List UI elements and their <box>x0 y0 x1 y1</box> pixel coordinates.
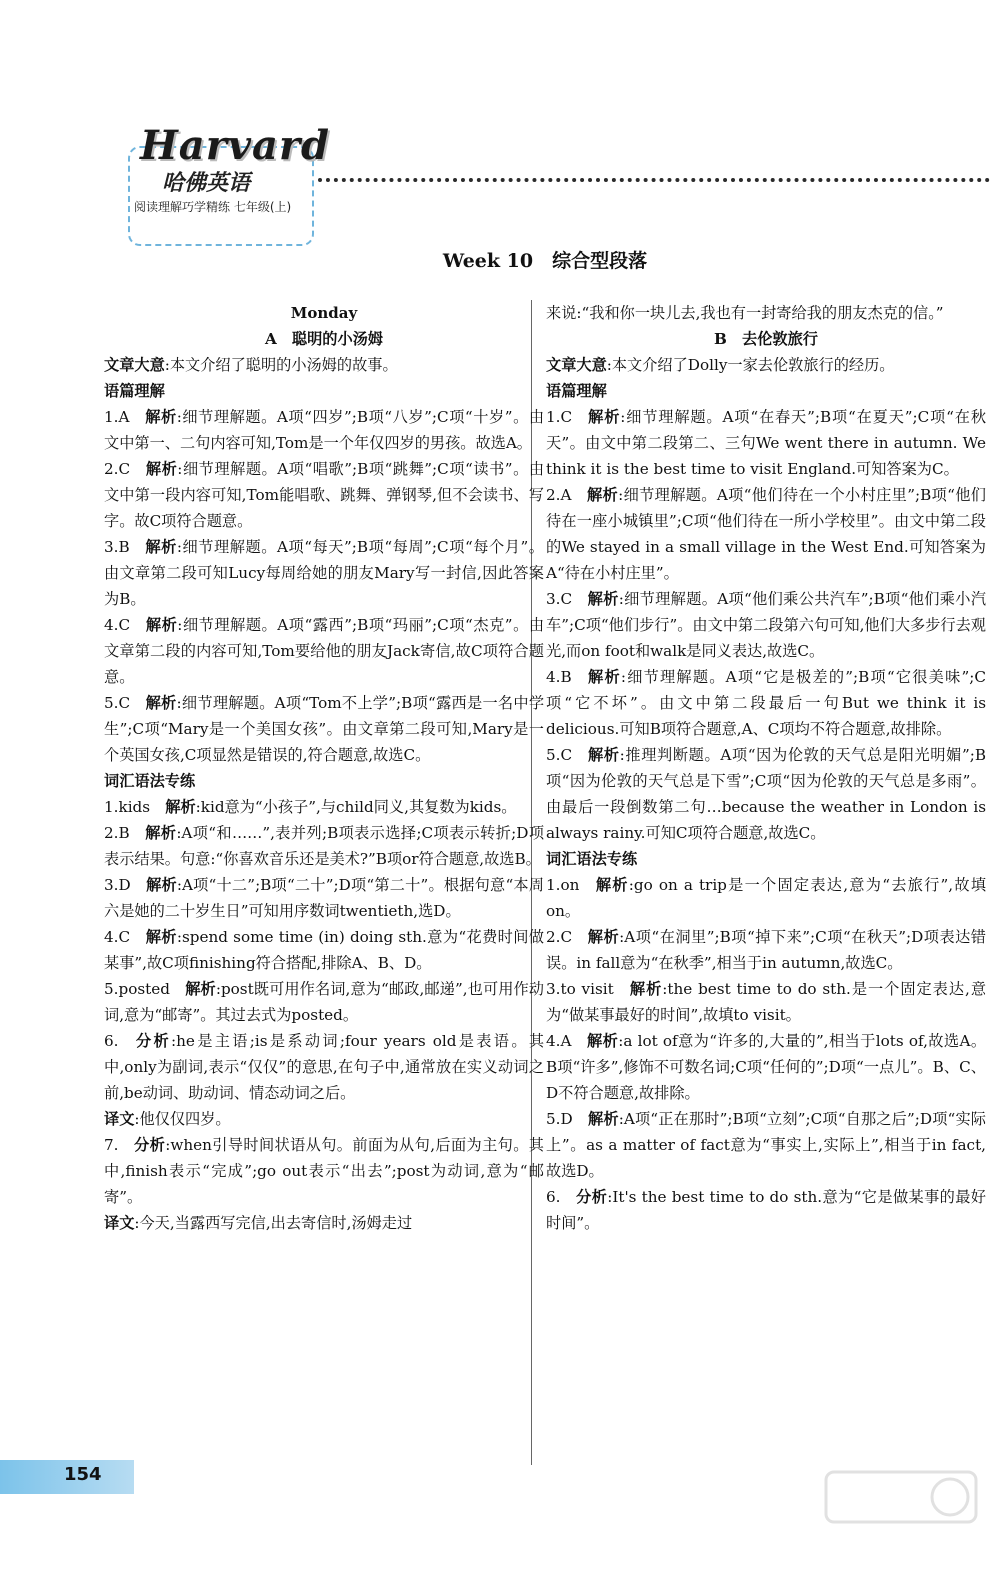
answer-label: 解析 <box>145 928 177 946</box>
right-reading-list <box>546 404 986 846</box>
left-vocab-list <box>104 794 544 1236</box>
answer-label: 解析 <box>587 408 621 426</box>
answer-label: 译文 <box>104 1214 135 1232</box>
answer-label: 分析 <box>133 1032 172 1050</box>
answer-number: 3.D <box>104 876 146 894</box>
answer-item <box>104 1210 544 1236</box>
answer-text: :he是主语;is是系动词;four years old是表语。其中,only为副词,表示“仅仅”的意思,在句子中,通常放在实义动词之前,be动词、助动词、情态动词之后。 <box>104 1032 545 1102</box>
heading-reading: 语篇理解 <box>546 382 607 400</box>
answer-item <box>104 924 544 976</box>
answer-text: :kid意为“小孩子”,与child同义,其复数为kids。 <box>195 798 517 816</box>
answer-label: 解析 <box>628 980 663 998</box>
summary-text: :本文介绍了聪明的小汤姆的故事。 <box>164 356 398 374</box>
answer-item <box>104 534 544 612</box>
answer-number: 7. <box>104 1136 134 1154</box>
header-dotted-rule <box>318 178 990 182</box>
answer-text: :细节理解题。A项“唱歌”;B项“跳舞”;C项“读书”。由文中第一段内容可知,Tom能唱歌、跳舞、弹钢琴,但不会读书、写字。故C项符合题意。 <box>104 460 545 530</box>
logo-title: Harvard <box>140 122 330 169</box>
logo-subtitle: 哈佛英语 <box>162 171 251 196</box>
answer-number: 5.C <box>104 694 146 712</box>
answer-number: 2.B <box>104 824 145 842</box>
answer-item <box>546 742 986 846</box>
answer-label: 分析 <box>575 1188 608 1206</box>
answer-number: 1.on <box>546 876 595 894</box>
answer-label: 译文 <box>104 1110 135 1128</box>
answer-number: 3.C <box>546 590 588 608</box>
answer-text: :细节理解题。A项“他们乘公共汽车”;B项“他们乘小汽车”;C项“他们步行”。由文中第二段第六句可知,他们大多步行去观光,而on foot和walk是同义表达,故选C。 <box>546 590 987 660</box>
answer-number: 1.C <box>546 408 588 426</box>
answer-number: 5.C <box>546 746 588 764</box>
answer-text: :spend some time (in) doing sth.意为“花费时间做某事”,故C项finishing符合搭配,排除A、B、D。 <box>104 928 544 972</box>
answer-item <box>546 872 986 924</box>
answer-number: 1.kids <box>104 798 166 816</box>
summary-text: :本文介绍了Dolly一家去伦敦旅行的经历。 <box>606 356 895 374</box>
answer-item <box>546 404 986 482</box>
heading-reading: 语篇理解 <box>104 382 165 400</box>
right-vocab-list <box>546 872 986 1236</box>
answer-text: :细节理解题。A项“每天”;B项“每周”;C项“每个月”。由文章第二段可知Lucy每周给她的朋友Mary写一封信,因此答案为B。 <box>104 538 544 608</box>
page-number: 154 <box>64 1464 102 1485</box>
summary-label: 文章大意 <box>104 356 165 374</box>
answer-text: :a lot of意为“许多的,大量的”,相当于lots of,故选A。B项“许多”,修饰不可数名词;C项“任何的”;D项“一点儿”。B、C、D不符合题意,故排除。 <box>546 1032 987 1102</box>
answer-label: 解析 <box>144 824 177 842</box>
answer-number: 4.C <box>104 616 146 634</box>
answer-item <box>104 1132 544 1210</box>
section-a-title: A 聪明的小汤姆 <box>264 330 384 348</box>
logo-description: 阅读理解巧学精练 七年级(上) <box>134 200 292 214</box>
answer-item <box>104 872 544 924</box>
answer-number: 1.A <box>104 408 145 426</box>
answer-text: :post既可用作名词,意为“邮政,邮递”,也可用作动词,意为“邮寄”。其过去式为posted。 <box>104 980 544 1024</box>
answer-text: :A项“和……”,表并列;B项表示选择;C项表示转折;D项表示结果。句意:“你喜欢音乐还是美术?”B项or符合题意,故选B。 <box>104 824 545 868</box>
day-heading: Monday <box>290 304 358 322</box>
summary-b <box>546 352 986 378</box>
answer-label: 解析 <box>587 590 619 608</box>
answer-item <box>546 976 986 1028</box>
answer-text: :A项“正在那时”;B项“立刻”;C项“自那之后”;D项“实际上”。as a matter of fact意为“事实上,实际上”,相当于in fact,故选D。 <box>546 1110 986 1180</box>
answer-number: 5.posted <box>104 980 186 998</box>
answer-item <box>104 690 544 768</box>
left-column <box>104 300 544 1236</box>
answer-label: 解析 <box>587 746 620 764</box>
answer-text: :A项“十二”;B项“二十”;D项“第二十”。根据句意“本周六是她的二十岁生日”可知用序数词twentieth,选D。 <box>104 876 544 920</box>
answer-label: 解析 <box>185 980 216 998</box>
answer-number: 2.C <box>546 928 588 946</box>
answer-item <box>546 924 986 976</box>
answer-number: 4.C <box>104 928 146 946</box>
answer-number: 3.B <box>104 538 145 556</box>
answer-label: 解析 <box>145 694 177 712</box>
answer-label: 解析 <box>587 928 620 946</box>
answer-item <box>104 404 544 456</box>
answer-label: 解析 <box>144 408 177 426</box>
section-b-title: B 去伦敦旅行 <box>714 330 818 348</box>
answer-label: 解析 <box>145 876 177 894</box>
answer-text: :the best time to do sth.是一个固定表达,意为“做某事最好的时间”,故填to visit。 <box>546 980 987 1024</box>
answer-item <box>104 794 544 820</box>
page-title: Week 10 综合型段落 <box>442 250 648 272</box>
answer-number: 6. <box>104 1032 134 1050</box>
answer-number: 4.A <box>546 1032 587 1050</box>
answer-text: :推理判断题。A项“因为伦敦的天气总是阳光明媚”;B项“因为伦敦的天气总是下雪”;C项“因为伦敦的天气总是多雨”。由最后一段倒数第二句…because the weather in London is always rainy.可知C项符合题意,故选C。 <box>546 746 986 842</box>
answer-item <box>104 1028 544 1106</box>
answer-item <box>546 1028 986 1106</box>
answer-label: 解析 <box>586 1032 619 1050</box>
answer-number: 2.C <box>104 460 146 478</box>
answer-text: :细节理解题。A项“Tom不上学”;B项“露西是一名中学生”;C项“Mary是一个美国女孩”。由文章第二段可知,Mary是一个英国女孩,C项显然是错误的,符合题意,故选C。 <box>104 694 545 764</box>
answer-item <box>546 482 986 586</box>
answer-text: :细节理解题。A项“露西”;B项“玛丽”;C项“杰克”。由文章第二段的内容可知,Tom要给他的朋友Jack寄信,故C项符合题意。 <box>104 616 545 686</box>
answer-label: 解析 <box>145 460 178 478</box>
answer-item <box>546 664 986 742</box>
answer-item <box>546 1184 986 1236</box>
answer-text: :他仅仅四岁。 <box>134 1110 231 1128</box>
answer-item <box>104 456 544 534</box>
answer-item <box>546 586 986 664</box>
continued-text: 来说:“我和你一块儿去,我也有一封寄给我的朋友杰克的信。” <box>546 304 944 322</box>
answer-label: 解析 <box>594 876 629 894</box>
answer-label: 解析 <box>586 486 619 504</box>
summary-label: 文章大意 <box>546 356 607 374</box>
answer-number: 3.to visit <box>546 980 629 998</box>
answer-item <box>104 976 544 1028</box>
answer-label: 解析 <box>144 538 177 556</box>
summary-a <box>104 352 544 378</box>
answer-item <box>104 1106 544 1132</box>
left-reading-list <box>104 404 544 768</box>
answer-text: :细节理解题。A项“四岁”;B项“八岁”;C项“十岁”。由文中第一、二句内容可知,Tom是一个年仅四岁的男孩。故选A。 <box>104 408 545 452</box>
answer-text: :It's the best time to do sth.意为“它是做某事的最好时间”。 <box>546 1188 986 1232</box>
answer-label: 解析 <box>586 668 621 686</box>
right-column <box>546 300 986 1236</box>
answer-label: 解析 <box>587 1110 619 1128</box>
answer-item <box>104 820 544 872</box>
answer-label: 解析 <box>145 616 178 634</box>
heading-vocab: 词汇语法专练 <box>546 850 638 868</box>
heading-vocab: 词汇语法专练 <box>104 772 196 790</box>
answer-number: 6. <box>546 1188 576 1206</box>
answer-text: :细节理解题。A项“在春天”;B项“在夏天”;C项“在秋天”。由文中第二段第二、三句We went there in autumn. We think it is the best time to visit England.可知答案为C。 <box>546 408 987 478</box>
answer-item <box>104 612 544 690</box>
watermark-logo-icon <box>822 1468 982 1554</box>
answer-text: :细节理解题。A项“它是极差的”;B项“它很美味”;C项“它不坏”。由文中第二段最后一句But we think it is delicious.可知B项符合题意,A、C项均不符合题意,故排除。 <box>546 668 986 738</box>
answer-label: 分析 <box>133 1136 166 1154</box>
answer-text: :细节理解题。A项“他们待在一个小村庄里”;B项“他们待在一座小城镇里”;C项“他们待在一所小学校里”。由文中第二段的We stayed in a small village in the West End.可知答案为A“待在小村庄里”。 <box>546 486 986 582</box>
answer-number: 2.A <box>546 486 587 504</box>
answer-text: :A项“在洞里”;B项“掉下来”;C项“在秋天”;D项表达错误。in fall意为“在秋季”,相当于in autumn,故选C。 <box>546 928 986 972</box>
answer-item <box>546 1106 986 1184</box>
answer-number: 5.D <box>546 1110 588 1128</box>
answer-text: :when引导时间状语从句。前面为从句,后面为主句。其中,finish表示“完成”;go out表示“出去”;post为动词,意为“邮寄”。 <box>104 1136 544 1206</box>
answer-text: :今天,当露西写完信,出去寄信时,汤姆走过 <box>134 1214 413 1232</box>
answer-text: :go on a trip是一个固定表达,意为“去旅行”,故填on。 <box>546 876 987 920</box>
answer-label: 解析 <box>165 798 196 816</box>
answer-number: 4.B <box>546 668 587 686</box>
